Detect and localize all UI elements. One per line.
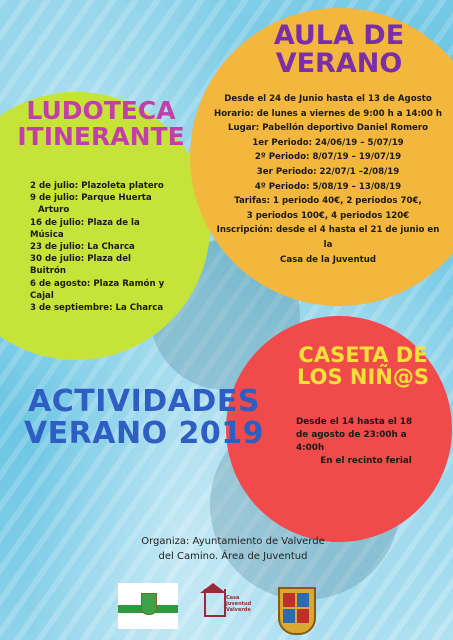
caseta-title-line2: LOS NIÑ@S <box>296 365 429 390</box>
aula-period-4: 4º Periodo: 5/08/19 – 13/08/19 <box>254 181 402 192</box>
ludoteca-item: Buitrón <box>30 266 66 277</box>
valverde-flag-logo <box>118 583 178 629</box>
shield-quarter <box>297 593 309 607</box>
aula-title-line2: VERANO <box>275 48 403 80</box>
organizer-line2: del Camino. Área de Juventud <box>158 551 308 562</box>
caseta-info <box>296 416 436 468</box>
juventud-logo-text <box>226 595 251 613</box>
aula-period-1: 1er Periodo: 24/06/19 – 5/07/19 <box>252 137 404 148</box>
ludoteca-title-line2: ITINERANTE <box>17 122 185 152</box>
flag-stripe <box>118 613 178 629</box>
caseta-title <box>280 344 446 388</box>
actividades-title-line2: VERANO 2019 <box>23 415 265 451</box>
caseta-dates-2: de agosto de 23:00h a <box>296 430 407 440</box>
shield-quarter <box>283 609 295 623</box>
actividades-title <box>8 386 280 449</box>
shield-quarter <box>297 609 309 623</box>
juventud-logo-line3: Valverde <box>226 607 251 613</box>
ludoteca-title-line1: LUDOTECA <box>26 96 176 125</box>
aula-dates: Desde el 24 de Junio hasta el 13 de Agosto <box>224 94 432 104</box>
shield-quarter <box>283 593 295 607</box>
aula-location: Lugar: Pabellón deportivo Daniel Romero <box>228 123 428 134</box>
house-icon <box>204 589 226 617</box>
ludoteca-item: Música <box>30 229 64 240</box>
aula-schedule: Horario: de lunes a viernes de 9:00 h a 14:00 h <box>214 108 442 119</box>
ludoteca-item: Arturo <box>38 205 70 216</box>
ludoteca-item: 6 de agosto: Plaza Ramón y <box>30 278 165 289</box>
ludoteca-item: 16 de julio: Plaza de la <box>30 217 140 228</box>
ludoteca-item: Cajal <box>30 290 54 301</box>
caseta-title-line1: CASETA DE <box>298 343 428 367</box>
aula-info <box>213 92 443 267</box>
ludoteca-item: 2 de julio: Plazoleta platero <box>30 181 164 191</box>
ludoteca-item: 30 de julio: Plaza del <box>30 254 131 265</box>
caseta-dates-3: 4:00h <box>296 443 325 453</box>
organizer-text <box>113 534 353 564</box>
ludoteca-info <box>30 180 190 314</box>
actividades-title-line1: ACTIVIDADES <box>28 384 260 419</box>
caseta-dates-1: Desde el 14 hasta el 18 <box>296 417 413 427</box>
aula-title <box>248 22 430 79</box>
town-shield-logo <box>274 583 318 635</box>
juventud-logo-line2: Juventud <box>226 601 252 607</box>
juventud-logo-line1: Casa <box>226 595 240 601</box>
aula-rates-2: 3 periodos 100€, 4 periodos 120€ <box>246 210 410 221</box>
coat-of-arms-icon <box>141 593 157 615</box>
organizer-line1: Organiza: Ayuntamiento de Valverde <box>141 536 325 547</box>
aula-period-2: 2º Periodo: 8/07/19 – 19/07/19 <box>254 152 402 163</box>
aula-registration-2: Casa de la Juventud <box>280 254 376 265</box>
ludoteca-item: 3 de septiembre: La Charca <box>30 303 164 314</box>
casa-juventud-logo <box>192 583 256 631</box>
ludoteca-item: 9 de julio: Parque Huerta <box>30 193 152 204</box>
aula-period-3: 3er Periodo: 22/07/1 –2/08/19 <box>256 166 400 177</box>
aula-title-line1: AULA DE <box>273 20 405 51</box>
caseta-location: En el recinto ferial <box>320 456 412 466</box>
ludoteca-item: 23 de julio: La Charca <box>30 242 135 253</box>
ludoteca-title <box>2 98 200 151</box>
aula-rates-1: Tarifas: 1 periodo 40€, 2 periodos 70€, <box>234 196 422 207</box>
aula-registration-1: Inscripción: desde el 4 hasta el 21 de junio en la <box>216 225 440 250</box>
